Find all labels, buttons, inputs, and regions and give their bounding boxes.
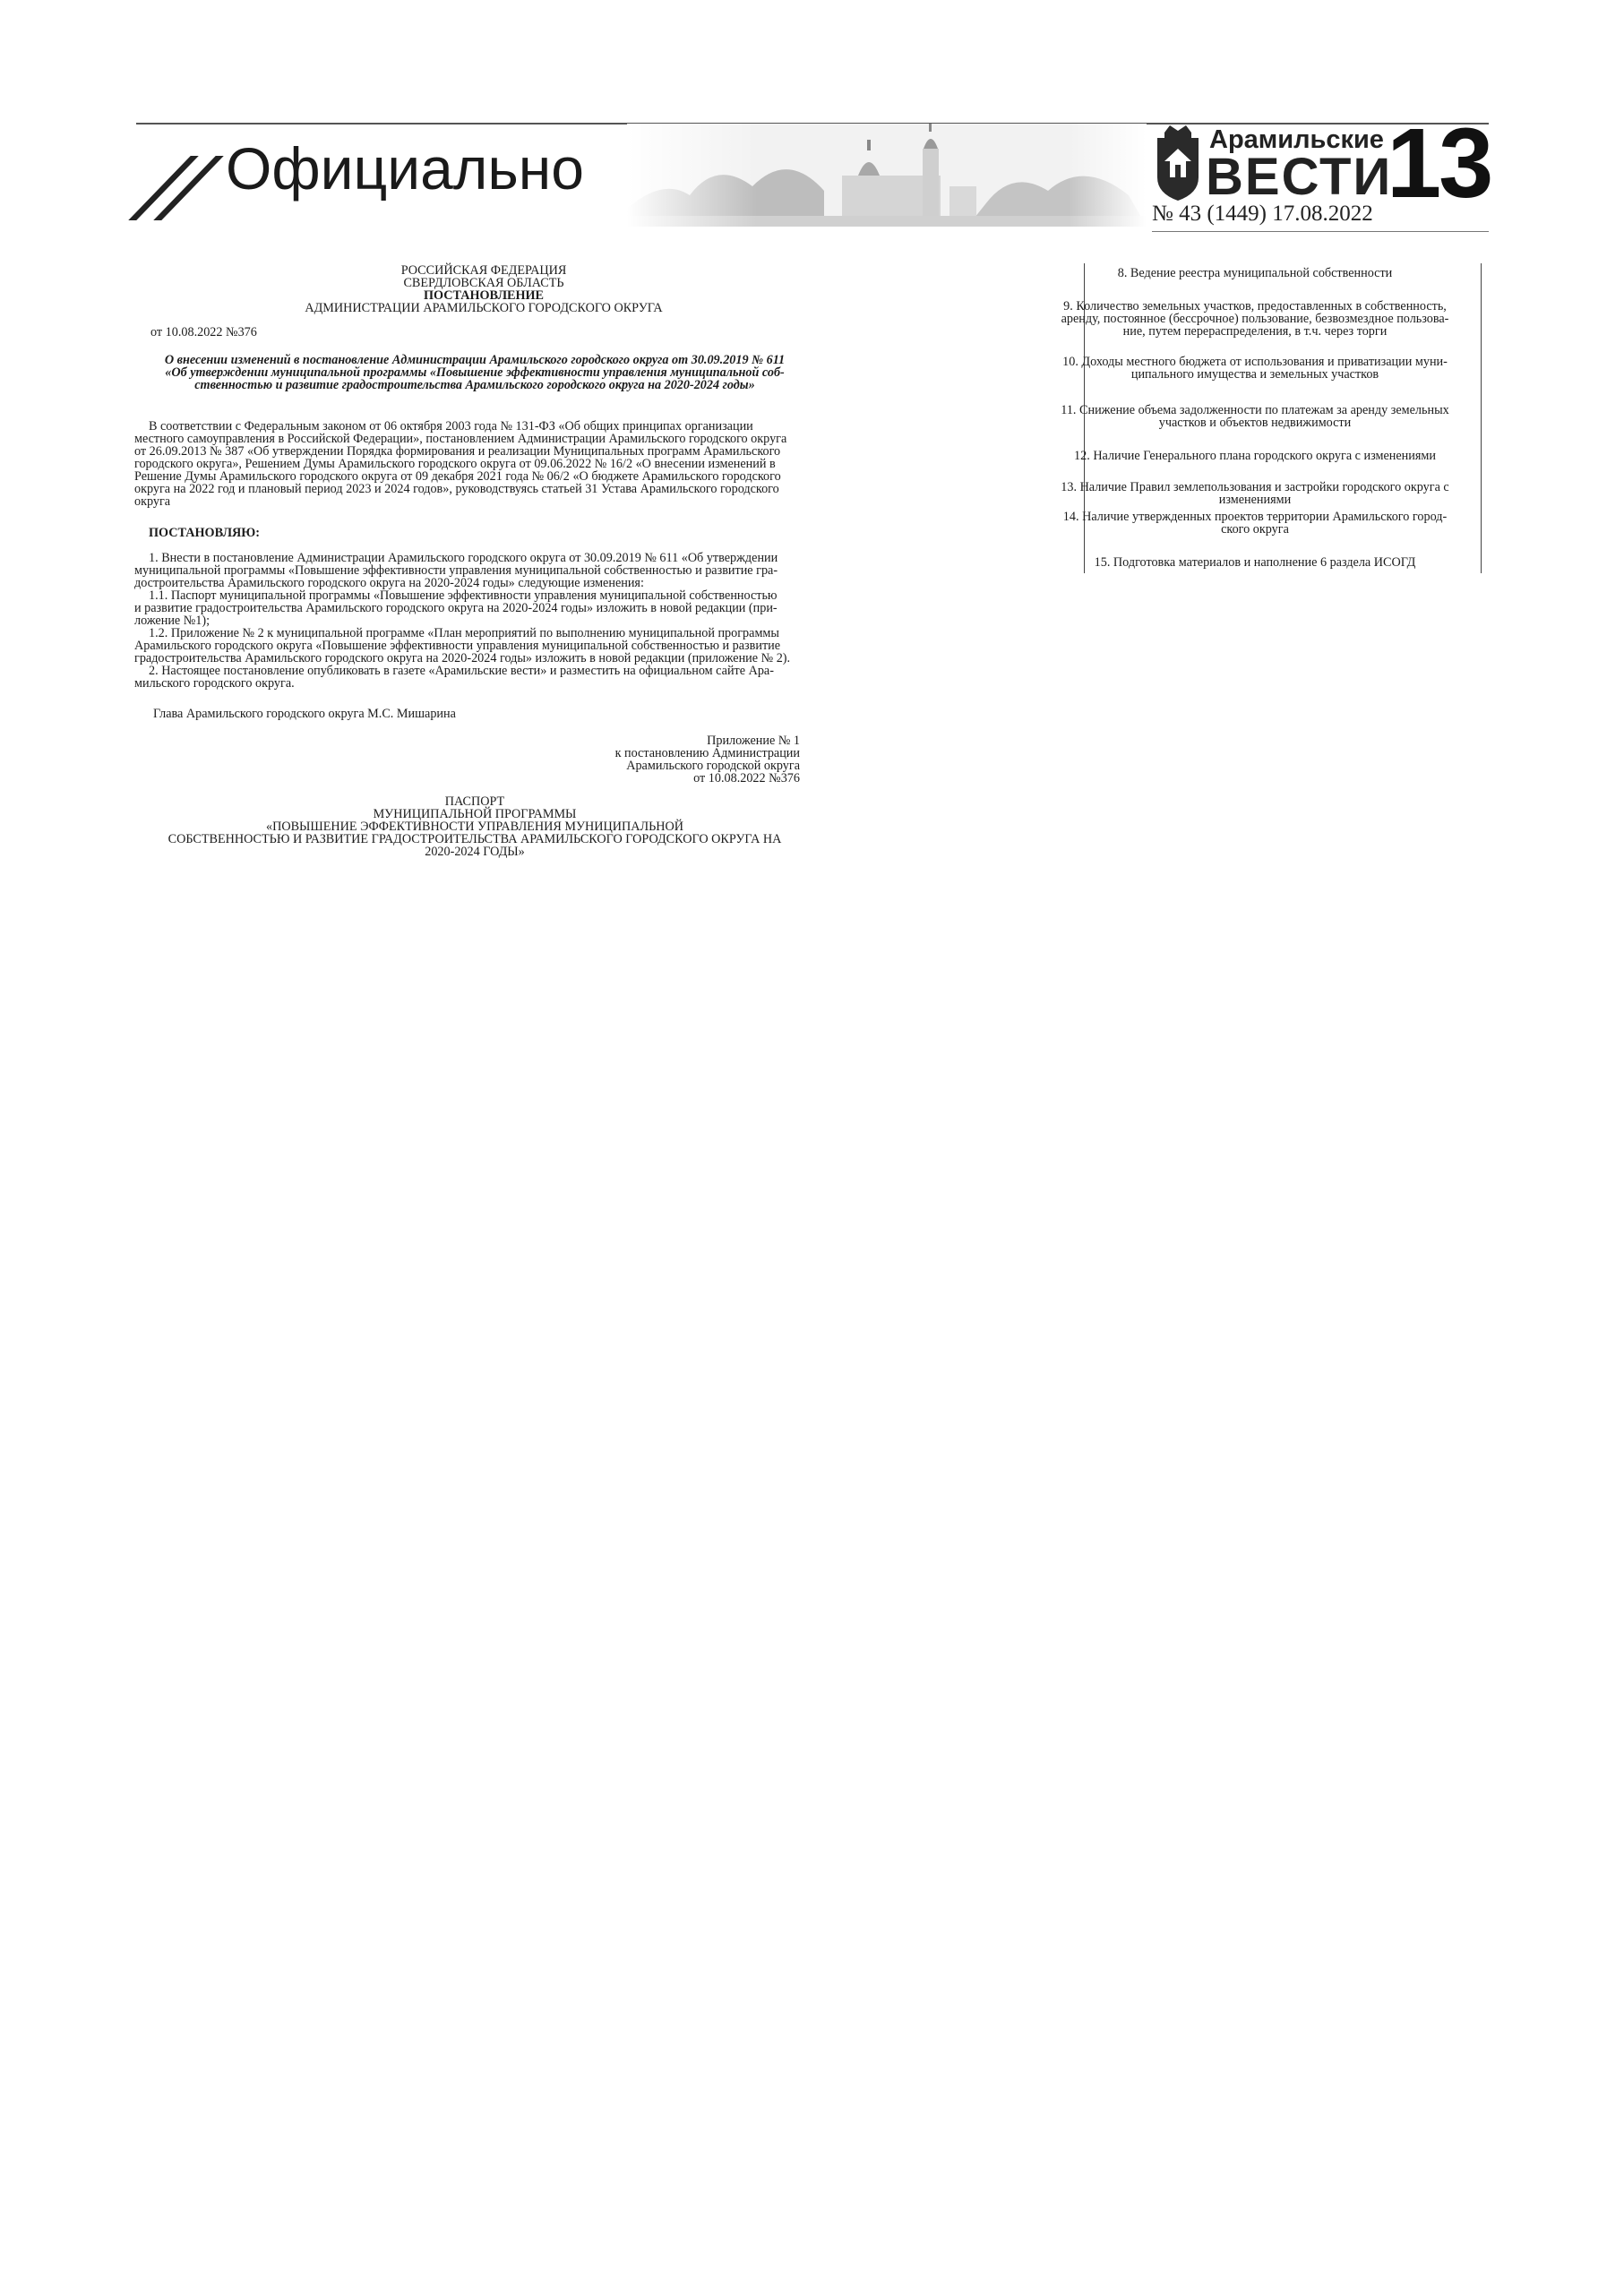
preamble-line: округа на 2022 год и плановый период 2023 и 2024 годов», руководствуясь статьей 31 Устава Арамильского городского — [134, 482, 779, 496]
appendix-line: от 10.08.2022 №376 — [693, 771, 800, 786]
title-line: МУНИЦИПАЛЬНОЙ ПРОГРАММЫ — [373, 807, 577, 821]
preamble-line: местного самоуправления в Российской Федерации», постановлением Администрации Арамильского городского округа — [134, 432, 787, 446]
resolution-date-number: от 10.08.2022 №376 — [150, 325, 257, 339]
indicator-line: 12. Наличие Генерального плана городского округа с изменениями — [1074, 449, 1436, 463]
preamble-line: от 26.09.2013 № 387 «Об утверждении Порядка формирования и реализации Муниципальных программ Арамильского — [134, 444, 781, 459]
item-line: 1. Внести в постановление Администрации Арамильского городского округа от 30.09.2019 № 611 «Об утверждении — [149, 551, 778, 565]
indicator-line: аренду, постоянное (бессрочное) пользование, безвозмездное пользова- — [1061, 312, 1449, 326]
header-line: АДМИНИСТРАЦИИ АРАМИЛЬСКОГО ГОРОДСКОГО ОКРУГА — [305, 301, 663, 315]
subject-line: О внесении изменений в постановление Администрации Арамильского городского округа от 30.09.2019 № 611 — [164, 353, 786, 367]
indicator-line: ского округа — [1221, 522, 1289, 537]
item-line: мильского городского округа. — [134, 676, 295, 691]
logo-title: ВЕСТИ — [1206, 148, 1393, 206]
item-line: достроительства Арамильского городского округа на 2020-2024 годы» следующие изменения: — [134, 576, 644, 590]
item-line: градостроительства Арамильского городского округа на 2020-2024 годы» изложить в новой редакции (приложение № 2). — [134, 651, 791, 665]
indicator-line: ние, путем перераспределения, в т.ч. через торги — [1122, 324, 1388, 339]
indicator-line: 9. Количество земельных участков, предоставленных в собственность, — [1063, 299, 1447, 313]
indicator-line: 14. Наличие утвержденных проектов территории Арамильского город- — [1062, 510, 1448, 524]
indicator-line: 11. Снижение объема задолженности по платежам за аренду земельных — [1061, 403, 1449, 417]
indicator-line: 15. Подготовка материалов и наполнение 6 раздела ИСОГД — [1094, 555, 1416, 570]
indicator-line: 8. Ведение реестра муниципальной собственности — [1117, 266, 1393, 280]
church-landscape-banner — [627, 124, 1147, 227]
item-line: 1.1. Паспорт муниципальной программы «Повышение эффективности управления муниципальной собственностью — [149, 588, 778, 603]
indicator-line: 13. Наличие Правил землепользования и застройки городского округа с — [1061, 480, 1449, 494]
indicator-line: ципального имущества и земельных участков — [1130, 367, 1379, 382]
title-line: «ПОВЫШЕНИЕ ЭФФЕКТИВНОСТИ УПРАВЛЕНИЯ МУНИЦИПАЛЬНОЙ — [265, 820, 683, 834]
preamble-line: городского округа», Решением Думы Арамильского городского округа от 09.06.2022 № 16/2 «О внесении изменений в — [134, 457, 776, 471]
item-line: 2. Настоящее постановление опубликовать в газете «Арамильские вести» и разместить на официальном сайте Ара- — [149, 664, 774, 678]
subject-line: ственностью и развитие градостроительства Арамильского городского округа на 2020-2024 годы» — [194, 378, 755, 392]
indicator-line: участков и объектов недвижимости — [1158, 416, 1352, 430]
masthead-bottom-rule — [1152, 231, 1489, 232]
item-line: и развитие градостроительства Арамильского городского округа на 2020-2024 годы» изложить в новой редакции (при- — [134, 601, 778, 615]
header-line: СВЕРДЛОВСКАЯ ОБЛАСТЬ — [403, 276, 564, 290]
preamble-line: округа — [134, 494, 171, 509]
decree-word: ПОСТАНОВЛЯЮ: — [149, 526, 261, 540]
signature: Глава Арамильского городского округа М.С. Мишарина — [153, 707, 456, 721]
preamble-line: Решение Думы Арамильского городского округа от 09 декабря 2021 года № 06/2 «О бюджете Арамильского городского — [134, 469, 781, 484]
logo-subtitle: Арамильские — [1209, 125, 1384, 154]
title-line: ПАСПОРТ — [444, 794, 505, 809]
appendix-line: Арамильского городской округа — [626, 759, 800, 773]
subject-line: «Об утверждении муниципальной программы «Повышение эффективности управления муниципальной соб- — [165, 365, 785, 380]
coat-of-arms-icon — [1156, 125, 1200, 201]
item-line: Арамильского городского округа «Повышение эффективности управления муниципальной собственностью и развитие — [134, 639, 781, 653]
title-line: СОБСТВЕННОСТЬЮ И РАЗВИТИЕ ГРАДОСТРОИТЕЛЬСТВА АРАМИЛЬСКОГО ГОРОДСКОГО ОКРУГА НА — [168, 832, 782, 846]
issue-number-date: № 43 (1449) 17.08.2022 — [1152, 202, 1373, 226]
indicator-line: 10. Доходы местного бюджета от использования и приватизации муни- — [1062, 355, 1448, 369]
page-number: 13 — [1387, 108, 1491, 219]
header-line: РОССИЙСКАЯ ФЕДЕРАЦИЯ — [400, 263, 567, 278]
preamble-line: В соответствии с Федеральным законом от 06 октября 2003 года № 131-ФЗ «Об общих принципах организации — [149, 419, 753, 434]
section-title: Официально — [226, 135, 584, 202]
title-line: 2020-2024 ГОДЫ» — [425, 845, 525, 859]
item-line: ложение №1); — [134, 614, 211, 628]
indicator-line: изменениями — [1218, 493, 1292, 507]
appendix-line: к постановлению Администрации — [614, 746, 800, 760]
item-line: 1.2. Приложение № 2 к муниципальной программе «План мероприятий по выполнению муниципальной программы — [149, 626, 779, 640]
item-line: муниципальной программы «Повышение эффективности управления муниципальной собственностью и развитие гра- — [134, 563, 778, 578]
appendix-line: Приложение № 1 — [707, 734, 800, 748]
header-line: ПОСТАНОВЛЕНИЕ — [423, 288, 545, 303]
